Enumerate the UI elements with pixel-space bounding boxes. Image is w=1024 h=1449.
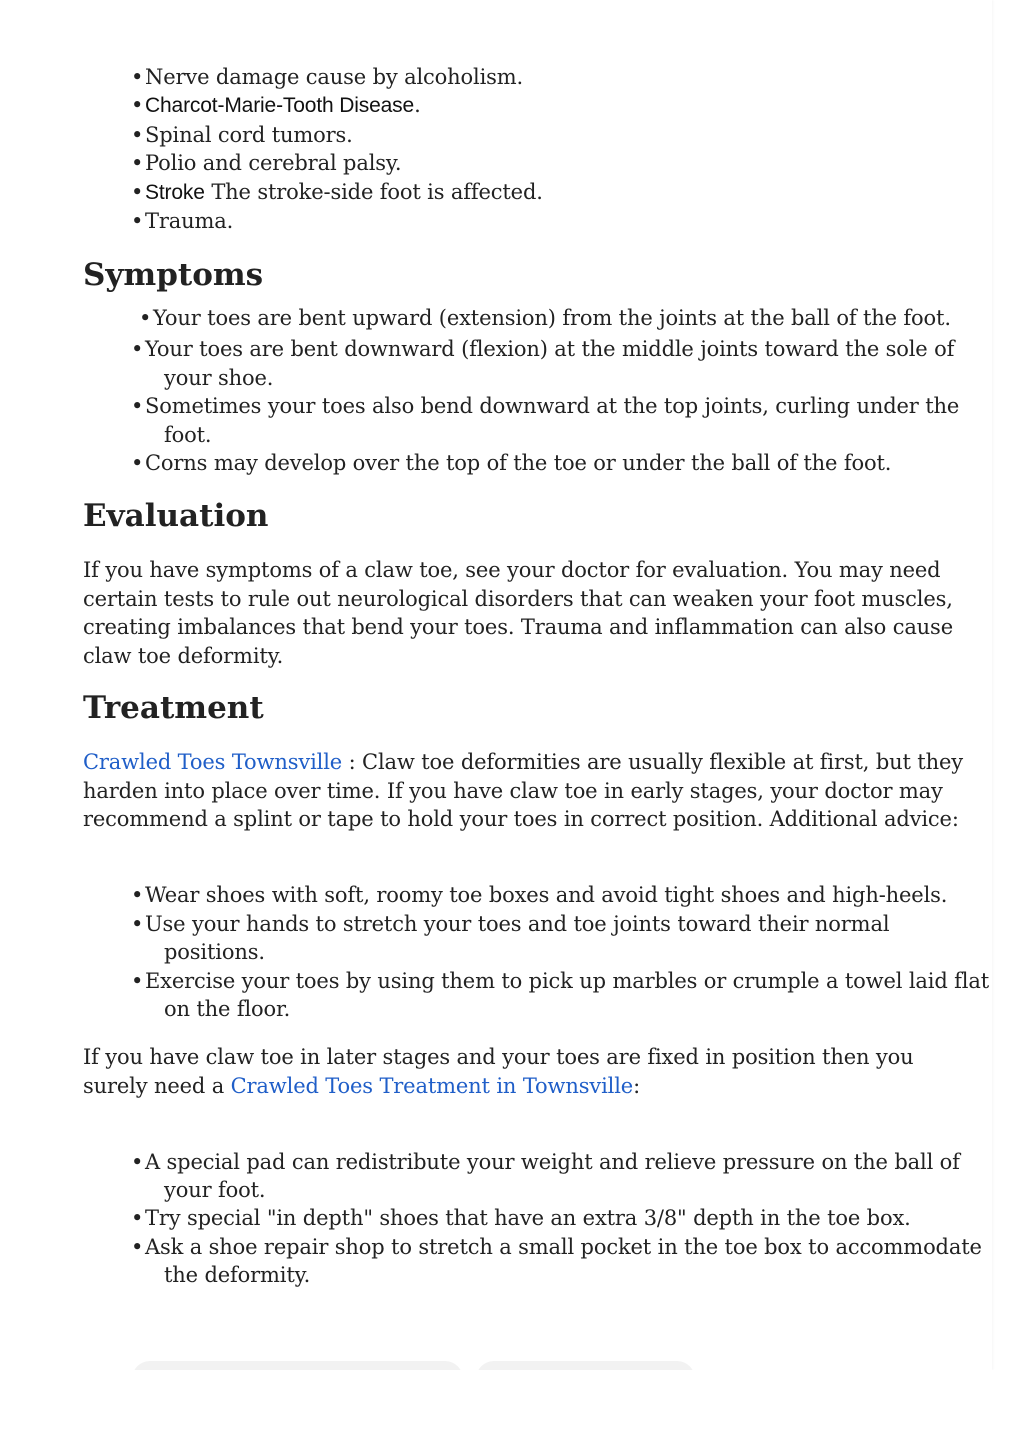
cause-item: •Charcot-Marie-Tooth Disease. <box>131 93 421 117</box>
symptom-item-continuation: foot. <box>164 423 212 447</box>
evaluation-paragraph: If you have symptoms of a claw toe, see your doctor for evaluation. You may need certain tests to rule out neurological disorders that can weaken your foot muscles, creating imbalances that bend your toes. Trauma and inflammation can also cause claw toe deformity. <box>83 558 953 668</box>
later-item-continuation: your foot. <box>164 1178 266 1202</box>
cause-item: •Stroke The stroke-side foot is affected. <box>131 180 543 204</box>
cause-item: •Nerve damage cause by alcoholism. <box>131 65 524 89</box>
crawled-toes-townsville-link[interactable]: Crawled Toes Townsville <box>83 750 343 774</box>
symptom-item: •Corns may develop over the top of the toe or under the ball of the foot. <box>131 451 892 475</box>
symptoms-heading: Symptoms <box>83 257 264 293</box>
later-item: •Ask a shoe repair shop to stretch a small pocket in the toe box to accommodate <box>131 1235 982 1259</box>
crawled-toes-treatment-link[interactable]: Crawled Toes Treatment in Townsville <box>230 1073 634 1098</box>
page-bottom-margin <box>0 1370 1024 1449</box>
treatment-heading: Treatment <box>83 690 264 726</box>
later-stage-paragraph: If you have claw toe in later stages and your toes are fixed in position then you surely need a Crawled Toes Treatment in Townsville: <box>83 1045 914 1098</box>
symptom-item-continuation: your shoe. <box>164 366 274 390</box>
symptom-item: •Your toes are bent upward (extension) from the joints at the ball of the foot. <box>139 306 951 330</box>
evaluation-heading: Evaluation <box>83 498 269 534</box>
advice-item: •Wear shoes with soft, roomy toe boxes and avoid tight shoes and high-heels. <box>131 883 948 907</box>
symptom-item: •Your toes are bent downward (flexion) at the middle joints toward the sole of <box>131 337 955 361</box>
later-item: •Try special "in depth" shoes that have an extra 3/8" depth in the toe box. <box>131 1206 911 1230</box>
cause-item: •Spinal cord tumors. <box>131 123 353 147</box>
cause-item: •Trauma. <box>131 209 234 233</box>
advice-item: •Exercise your toes by using them to pick up marbles or crumple a towel laid flat <box>131 969 990 993</box>
treatment-paragraph: Crawled Toes Townsville : Claw toe deformities are usually flexible at first, but they harden into place over time. If you have claw toe in early stages, your doctor may recommend a splint or tape to hold your toes in correct position. Additional advice: <box>83 750 963 831</box>
later-item: •A special pad can redistribute your weight and relieve pressure on the ball of <box>131 1150 960 1174</box>
advice-item-continuation: on the floor. <box>164 997 291 1021</box>
later-item-continuation: the deformity. <box>164 1263 311 1287</box>
advice-item-continuation: positions. <box>164 940 265 964</box>
cause-item: •Polio and cerebral palsy. <box>131 151 402 175</box>
symptom-item: •Sometimes your toes also bend downward at the top joints, curling under the <box>131 394 960 418</box>
advice-item: •Use your hands to stretch your toes and toe joints toward their normal <box>131 912 890 936</box>
